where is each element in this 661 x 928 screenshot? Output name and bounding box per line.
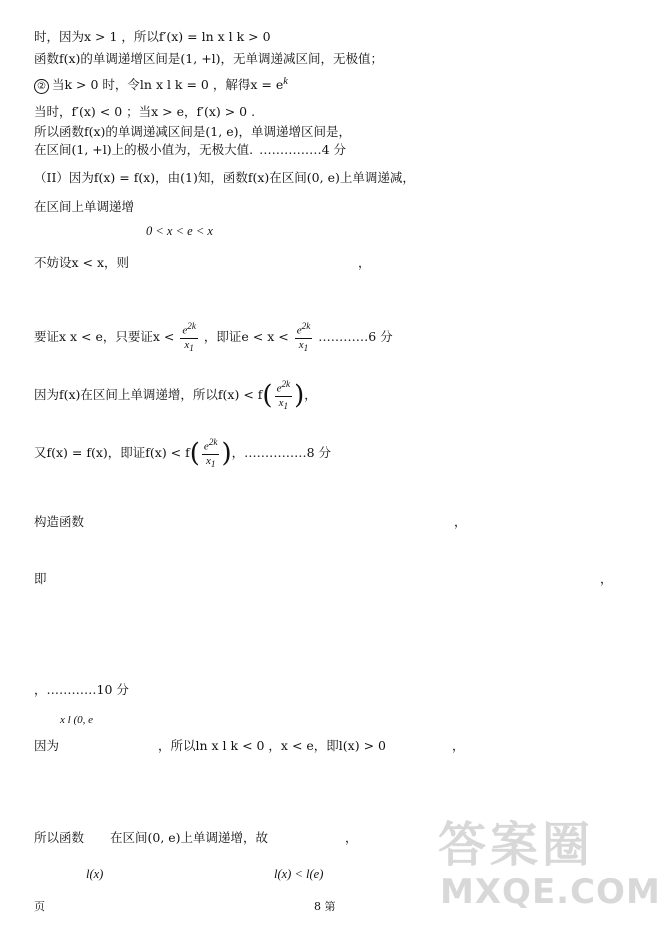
watermark-logo xyxy=(430,806,661,922)
line-8: 在区间上单调递增 xyxy=(34,199,135,214)
line-14-comma: ， xyxy=(454,514,467,529)
line-14: 构造函数 xyxy=(34,514,85,529)
score-6: …………6 分 xyxy=(318,328,393,344)
line-20-right: l(x) < l(e) xyxy=(274,867,324,881)
watermark-cn: 答案圈 xyxy=(438,817,595,873)
line-1: 时，因为x > 1 ，所以f′(x) = ln x l k > 0 xyxy=(34,29,271,44)
line-19-comma: ， xyxy=(345,830,358,845)
score-10: ，…………10 分 xyxy=(34,682,129,697)
line-3: ② 当k > 0 时，令ln x l k = 0 ，解得$x = e^k$ xyxy=(34,74,288,94)
score-4: ……………4 分 xyxy=(259,142,347,157)
line-10-comma: ， xyxy=(358,255,371,270)
line-5: 所以函数f(x)的单调递减区间是(1, e)，单调递增区间是， xyxy=(34,124,351,139)
fraction: $\frac{e^{2k}}{x_1}$ xyxy=(203,437,218,469)
fraction: $\frac{e^{2k}}{x_1}$ xyxy=(182,321,196,353)
line-19-body: 在区间(0, e)上单调递增，故 xyxy=(110,830,269,845)
line-13: 又f(x) = f(x)，即证f(x) < f( $\frac{e^{2k}}{x_1}$ )，……………8 分 xyxy=(34,437,332,469)
line-16 xyxy=(34,682,129,698)
line-18-body: ，所以ln x l k < 0 ，x < e，即l(x) > 0 xyxy=(158,738,386,753)
line-20-left: l(x) xyxy=(86,867,104,881)
line-7: （II）因为f(x) = f(x)，由(1)知，函数f(x)在区间(0, e)上单调递减， xyxy=(34,170,415,185)
fraction: $\frac{e^{2k}}{x_1}$ xyxy=(296,321,311,353)
line-4: 当时，f′(x) < 0 ；当x > e，f′(x) > 0 . xyxy=(34,104,256,119)
line-6: 在区间(1, +l)上的极小值为，无极大值. ……………4 分 xyxy=(34,142,347,157)
line-17: x l (0, e xyxy=(60,714,93,726)
line-18: 因为 xyxy=(34,738,60,753)
line-15: 即 xyxy=(34,571,47,586)
fraction: $\frac{e^{2k}}{x_1}$ xyxy=(276,379,291,411)
watermark-en: MXQE.COM xyxy=(440,872,661,912)
line-19: 所以函数 xyxy=(34,830,85,845)
line-9: 0 < x < e < x xyxy=(146,224,213,238)
line-10: 不妨设x < x，则 xyxy=(34,255,130,270)
circle-number-icon: ② xyxy=(34,79,49,94)
score-8: ，……………8 分 xyxy=(231,444,332,460)
line-12: 因为f(x)在区间上单调递增，所以f(x) < f( $\frac{e^{2k}}{x_1}$ )， xyxy=(34,379,317,411)
line-11: 要证x x < e，只要证x < $\frac{e^{2k}}{x_1}$ ，即证e < x < $\frac{e^{2k}}{x_1}$ …………6 分 xyxy=(34,321,393,353)
line-18-comma: ， xyxy=(452,738,465,753)
footer-left: 页 xyxy=(34,900,45,913)
line-2: 函数f(x)的单调递增区间是(1, +l)，无单调递减区间，无极值； xyxy=(34,51,384,66)
footer-page-number: 8 第 xyxy=(314,900,336,913)
line-15-comma: ， xyxy=(600,571,613,586)
